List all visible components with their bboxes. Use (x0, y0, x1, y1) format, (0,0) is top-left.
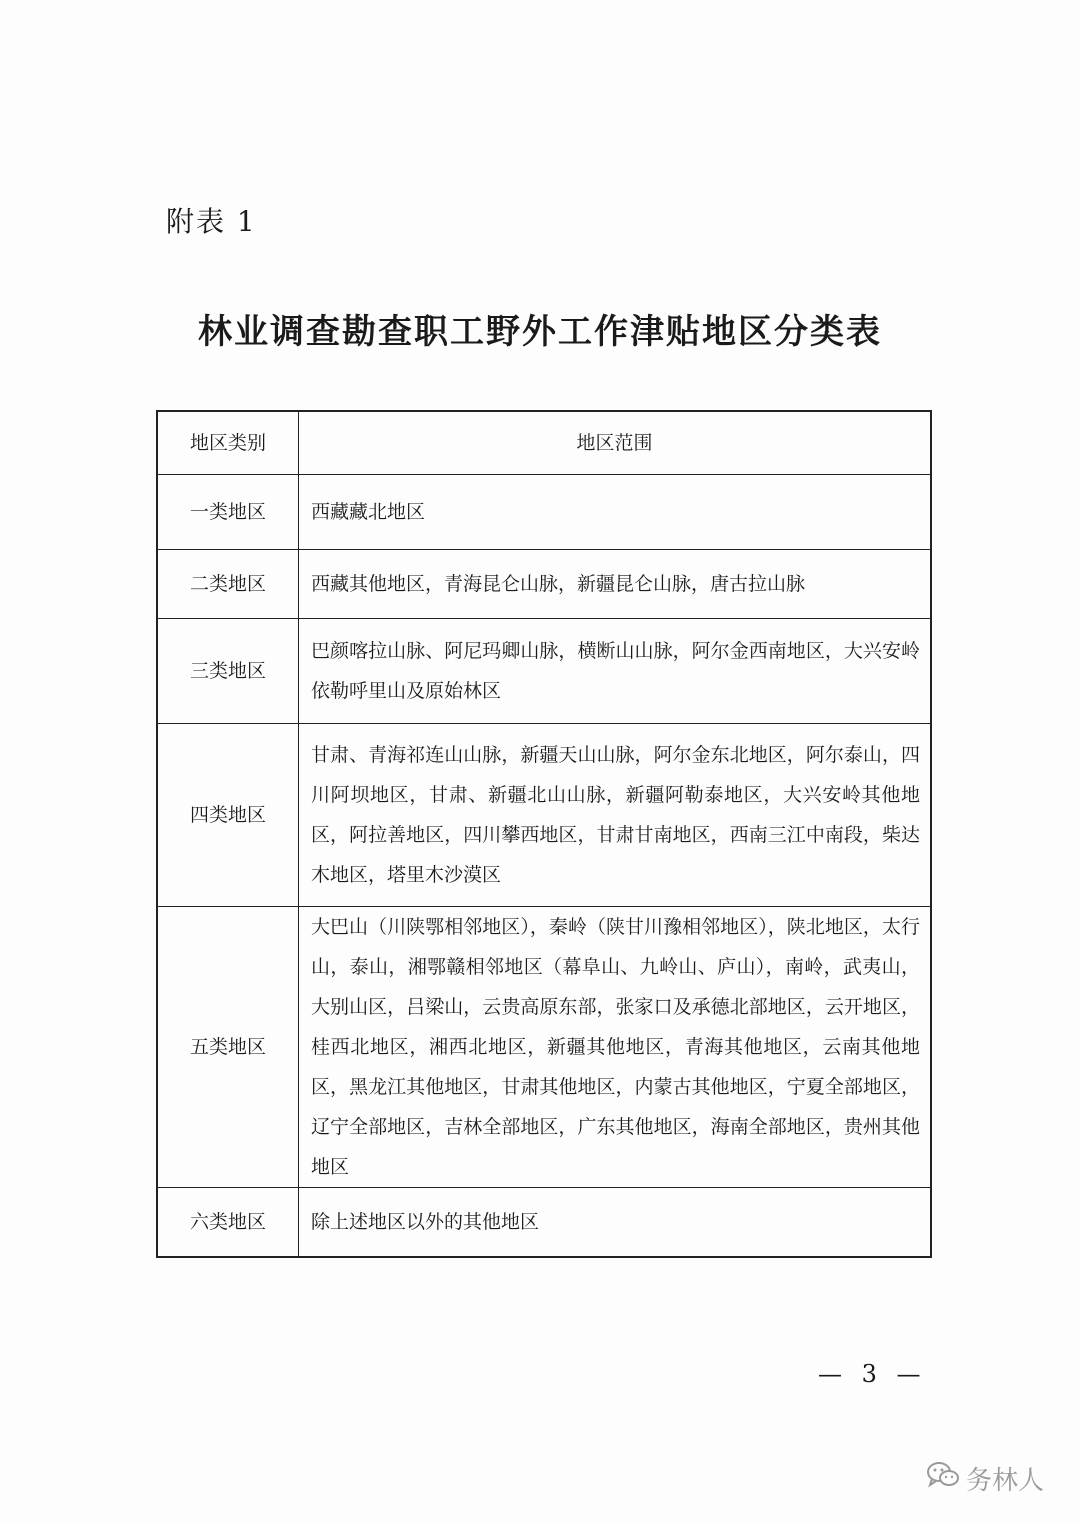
header-category: 地区类别 (157, 411, 299, 475)
region-classification-table (156, 410, 932, 1258)
table-row (157, 1188, 931, 1258)
table-header-row (157, 411, 931, 475)
range-cell: 大巴山（川陕鄂相邻地区），秦岭（陕甘川豫相邻地区），陕北地区，太行山，泰山，湘鄂赣相邻地区（幕阜山、九岭山、庐山），南岭，武夷山，大别山区，吕梁山，云贵高原东部，张家口及承德北部地区，云开地区，桂西北地区，湘西北地区，新疆其他地区，青海其他地区，云南其他地区，黑龙江其他地区，甘肃其他地区，内蒙古其他地区，宁夏全部地区，辽宁全部地区，吉林全部地区，广东其他地区，海南全部地区，贵州其他地区 (299, 907, 932, 1188)
table-row (157, 907, 931, 1188)
range-cell: 除上述地区以外的其他地区 (299, 1188, 932, 1258)
table-row (157, 475, 931, 550)
category-cell: 六类地区 (157, 1188, 299, 1258)
watermark (926, 1460, 1044, 1497)
page-number: — 3 — (818, 1360, 927, 1388)
attachment-label: 附表 1 (166, 205, 257, 238)
range-cell: 巴颜喀拉山脉、阿尼玛卿山脉，横断山山脉，阿尔金西南地区，大兴安岭依勒呼里山及原始林区 (299, 619, 932, 724)
wechat-icon (926, 1460, 960, 1497)
range-cell: 甘肃、青海祁连山山脉，新疆天山山脉，阿尔金东北地区，阿尔泰山，四川阿坝地区，甘肃、新疆北山山脉，新疆阿勒泰地区，大兴安岭其他地区，阿拉善地区，四川攀西地区，甘肃甘南地区，西南三江中南段，柴达木地区，塔里木沙漠区 (299, 724, 932, 907)
range-cell: 西藏藏北地区 (299, 475, 932, 550)
category-cell: 五类地区 (157, 907, 299, 1188)
table-row (157, 619, 931, 724)
range-cell: 西藏其他地区，青海昆仑山脉，新疆昆仑山脉，唐古拉山脉 (299, 550, 932, 619)
category-cell: 三类地区 (157, 619, 299, 724)
table-row (157, 550, 931, 619)
category-cell: 四类地区 (157, 724, 299, 907)
watermark-text: 务林人 (965, 1466, 1044, 1496)
table-row (157, 724, 931, 907)
category-cell: 一类地区 (157, 475, 299, 550)
document-title: 林业调查勘查职工野外工作津贴地区分类表 (198, 312, 882, 352)
category-cell: 二类地区 (157, 550, 299, 619)
header-range: 地区范围 (299, 411, 932, 475)
